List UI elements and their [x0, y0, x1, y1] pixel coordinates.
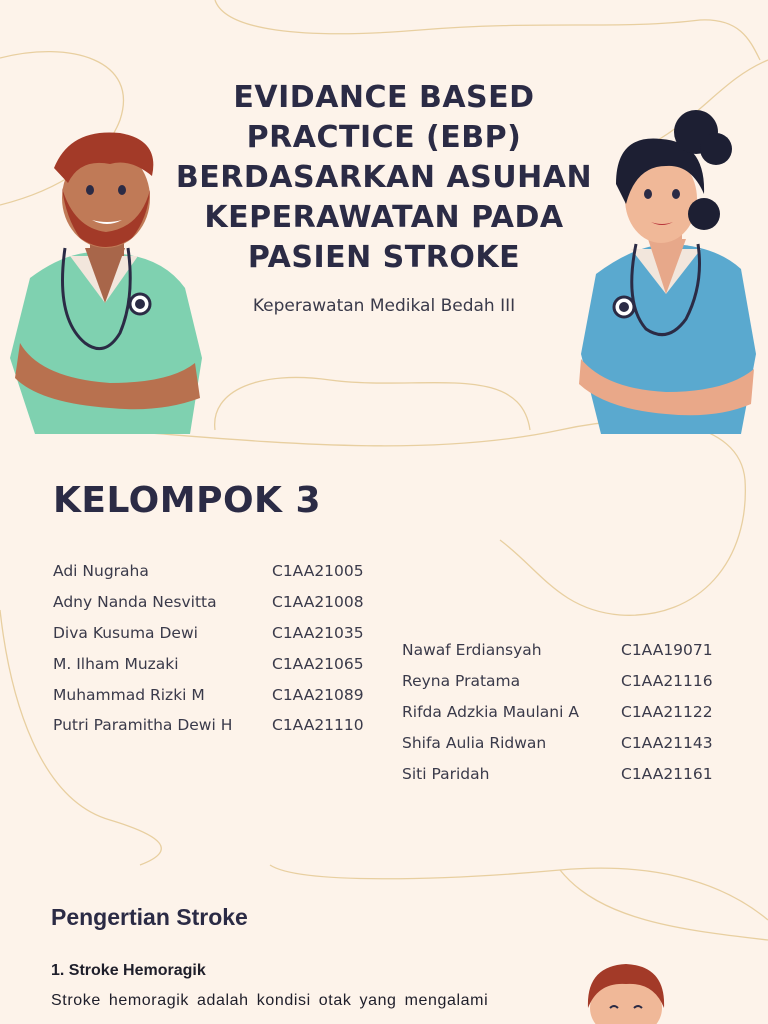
- member-list-left: [53, 556, 373, 741]
- member-id: C1AA21110: [272, 716, 364, 735]
- member-id: C1AA21143: [621, 733, 713, 752]
- member-name: Nawaf Erdiansyah: [402, 641, 542, 660]
- curve-bottom-right: [560, 870, 768, 940]
- member-list-right: [402, 635, 732, 789]
- curve-top: [215, 0, 760, 60]
- group-heading: KELOMPOK 3: [53, 480, 322, 521]
- member-row: [53, 710, 373, 741]
- cover-title-line: KEPERAWATAN PADA: [204, 200, 564, 235]
- member-row: [402, 697, 732, 728]
- member-row: [53, 679, 373, 710]
- member-name: Putri Paramitha Dewi H: [53, 716, 233, 735]
- member-name: Reyna Pratama: [402, 672, 521, 691]
- section-title: Pengertian Stroke: [51, 904, 248, 930]
- member-id: C1AA21008: [272, 593, 364, 612]
- member-name: Siti Paridah: [402, 764, 490, 783]
- member-name: Rifda Adzkia Maulani A: [402, 702, 579, 721]
- member-id: C1AA21122: [621, 702, 713, 721]
- member-row: [402, 758, 732, 789]
- member-row: [53, 618, 373, 649]
- cover-title-line: PRACTICE (EBP): [246, 120, 522, 155]
- member-id: C1AA21035: [272, 623, 364, 642]
- nurse-head-illustration: [576, 960, 676, 1024]
- member-id: C1AA21116: [621, 672, 713, 691]
- cover-title-line: EVIDANCE BASED: [233, 80, 535, 115]
- member-row: [402, 635, 732, 666]
- cover-title: [140, 78, 628, 278]
- member-name: Muhammad Rizki M: [53, 685, 205, 704]
- cover-title-line: PASIEN STROKE: [247, 240, 521, 275]
- section-subheading: 1. Stroke Hemoragik: [51, 962, 206, 979]
- cover-title-line: BERDASARKAN ASUHAN: [175, 160, 593, 195]
- member-id: C1AA21065: [272, 654, 364, 673]
- member-name: Shifa Aulia Ridwan: [402, 733, 547, 752]
- member-row: [402, 666, 732, 697]
- member-id: C1AA21089: [272, 685, 364, 704]
- member-row: [53, 648, 373, 679]
- member-row: [53, 587, 373, 618]
- member-name: Diva Kusuma Dewi: [53, 623, 198, 642]
- member-id: C1AA21005: [272, 562, 364, 581]
- member-row: [402, 727, 732, 758]
- section-paragraph: Stroke hemoragik adalah kondisi otak yang mengalami: [51, 992, 489, 1009]
- member-id: C1AA19071: [621, 641, 713, 660]
- member-name: Adi Nugraha: [53, 562, 149, 581]
- member-id: C1AA21161: [621, 764, 713, 783]
- curve-middle-loop: [215, 377, 530, 430]
- member-name: Adny Nanda Nesvitta: [53, 593, 217, 612]
- member-row: [53, 556, 373, 587]
- member-name: M. Ilham Muzaki: [53, 654, 179, 673]
- curve-bottom: [270, 865, 768, 920]
- cover-subtitle: Keperawatan Medikal Bedah III: [252, 296, 516, 316]
